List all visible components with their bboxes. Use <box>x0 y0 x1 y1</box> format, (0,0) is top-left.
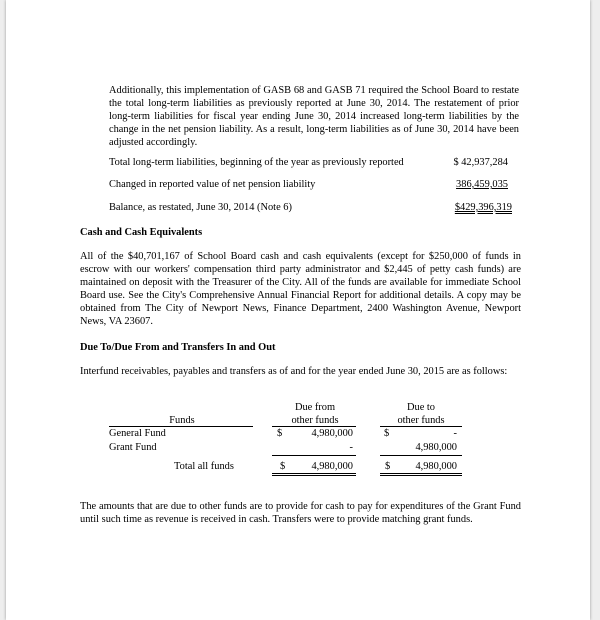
total-double-rule-to-a <box>380 473 462 474</box>
row-total-from: 4,980,000 <box>311 461 353 472</box>
liability-value-change: 386,459,035 <box>456 179 508 190</box>
heading-cash: Cash and Cash Equivalents <box>80 227 203 238</box>
amounts-paragraph: The amounts that are due to other funds are to provide for cash to pay for expenditures of the Grant Fund until such time as revenue is received in cash. Transfers were to provide matching grant funds. <box>80 501 521 525</box>
total-rule-from <box>272 455 356 456</box>
liability-label-change: Changed in reported value of net pension liability <box>109 179 316 190</box>
row-total-label: Total all funds <box>174 461 234 472</box>
restatement-paragraph: Additionally, this implementation of GASB 68 and GASB 71 required the School Board to restate the total long-term liabilities as previously reported at June 30, 2014. The restatement of prior long-term liabilities for fiscal year ending June 30, 2014 increased long-term liabilities by the change in the net pension liability. As a result, long-term liabilities as of June 30, 2014 have been adjusted accordingly. <box>109 85 519 148</box>
row-general-to: - <box>453 428 457 439</box>
col-funds: Funds <box>169 415 195 426</box>
total-rule-to <box>380 455 462 456</box>
liability-value-balance: $429,396,319 <box>454 202 512 213</box>
row-total-from-sign: $ <box>280 461 286 472</box>
row-general-fund: General Fund <box>109 428 166 439</box>
total-double-rule-from-a <box>272 473 356 474</box>
row-total-to: 4,980,000 <box>415 461 457 472</box>
cash-paragraph: All of the $40,701,167 of School Board cash and cash equivalents (except for $250,000 of funds in escrow with our workers' compensation third party administrator and $2,445 of petty cash funds) are maintained on deposit with the Treasurer of the City. All of the funds are available for immediate School Board use. See the City's Comprehensive Annual Financial Report for additional details. A copy may be obtained from The City of Newport News, Finance Department, 2400 Washington Avenue, Newport News, VA 23607. <box>80 251 521 327</box>
heading-due: Due To/Due From and Transfers In and Out <box>80 342 276 353</box>
liability-label-balance: Balance, as restated, June 30, 2014 (Note 6) <box>109 202 292 213</box>
row-general-from-sign: $ <box>277 428 283 439</box>
col-from-line1: Due from <box>294 402 336 413</box>
liability-label-beginning: Total long-term liabilities, beginning of the year as previously reported <box>109 157 404 168</box>
row-grant-to: 4,980,000 <box>415 442 457 453</box>
col-from-line2: other funds <box>291 415 339 426</box>
document-page <box>6 0 590 620</box>
interfund-paragraph: Interfund receivables, payables and transfers as of and for the year ended June 30, 2015 are as follows: <box>80 366 508 377</box>
row-total-to-sign: $ <box>385 461 391 472</box>
row-general-to-sign: $ <box>384 428 390 439</box>
row-grant-from: - <box>349 442 353 453</box>
col-to-line1: Due to <box>407 402 435 413</box>
liability-value-beginning: $ 42,937,284 <box>453 157 508 168</box>
total-double-rule-to-b <box>380 475 462 476</box>
col-to-line2: other funds <box>397 415 445 426</box>
total-double-rule-from-b <box>272 475 356 476</box>
row-general-from: 4,980,000 <box>311 428 353 439</box>
row-grant-fund: Grant Fund <box>109 442 157 453</box>
